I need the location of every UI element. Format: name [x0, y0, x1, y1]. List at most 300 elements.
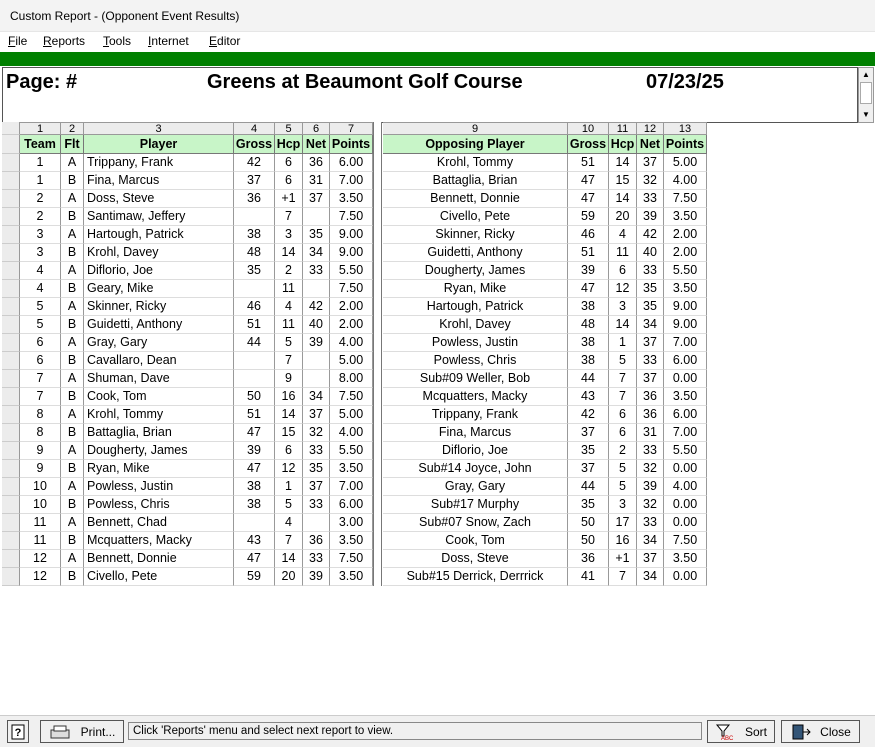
table-cell[interactable]: 8.00 [330, 370, 373, 388]
row-selector[interactable] [2, 442, 20, 460]
column-header[interactable]: Team [20, 135, 61, 154]
table-cell[interactable]: Bennett, Donnie [383, 190, 568, 208]
table-cell[interactable]: 39 [637, 208, 664, 226]
table-cell[interactable]: 47 [568, 172, 609, 190]
row-selector[interactable] [2, 298, 20, 316]
row-selector[interactable] [2, 550, 20, 568]
column-number[interactable]: 2 [61, 122, 84, 135]
table-cell[interactable]: 51 [234, 316, 275, 334]
table-cell[interactable]: B [61, 208, 84, 226]
table-cell[interactable]: Dougherty, James [383, 262, 568, 280]
table-cell[interactable]: 2 [20, 190, 61, 208]
table-cell[interactable]: 35 [637, 280, 664, 298]
table-cell[interactable]: A [61, 442, 84, 460]
table-cell[interactable]: 5 [609, 478, 637, 496]
table-cell[interactable]: Trippany, Frank [84, 154, 234, 172]
table-cell[interactable]: Trippany, Frank [383, 406, 568, 424]
table-cell[interactable]: 32 [637, 172, 664, 190]
table-cell[interactable]: A [61, 370, 84, 388]
column-number[interactable]: 4 [234, 122, 275, 135]
table-cell[interactable]: 37 [637, 550, 664, 568]
sort-button[interactable] [707, 720, 775, 743]
table-cell[interactable]: 37 [303, 406, 330, 424]
table-cell[interactable]: 6 [275, 442, 303, 460]
table-cell[interactable]: Powless, Chris [84, 496, 234, 514]
table-cell[interactable]: 36 [303, 532, 330, 550]
table-cell[interactable]: 7 [20, 388, 61, 406]
table-cell[interactable]: 9 [20, 460, 61, 478]
column-header[interactable]: Hcp [609, 135, 637, 154]
table-cell[interactable]: 3 [20, 226, 61, 244]
table-cell[interactable]: 31 [637, 424, 664, 442]
table-cell[interactable]: 4 [20, 262, 61, 280]
table-cell[interactable]: 35 [568, 442, 609, 460]
table-cell[interactable]: 12 [275, 460, 303, 478]
table-cell[interactable]: B [61, 352, 84, 370]
table-cell[interactable]: 7.00 [664, 424, 707, 442]
table-cell[interactable] [303, 514, 330, 532]
table-cell[interactable]: Civello, Pete [383, 208, 568, 226]
table-cell[interactable]: Krohl, Davey [84, 244, 234, 262]
table-cell[interactable]: A [61, 226, 84, 244]
table-cell[interactable]: 15 [275, 424, 303, 442]
table-cell[interactable]: 6.00 [330, 154, 373, 172]
row-selector[interactable] [2, 172, 20, 190]
table-cell[interactable]: 0.00 [664, 514, 707, 532]
table-cell[interactable]: 2 [609, 442, 637, 460]
table-cell[interactable]: 1 [20, 154, 61, 172]
table-cell[interactable]: 3 [275, 226, 303, 244]
table-cell[interactable]: Skinner, Ricky [84, 298, 234, 316]
table-cell[interactable]: 7.50 [664, 532, 707, 550]
table-cell[interactable]: 34 [303, 388, 330, 406]
table-cell[interactable]: Guidetti, Anthony [84, 316, 234, 334]
row-selector[interactable] [2, 226, 20, 244]
table-cell[interactable]: 3 [20, 244, 61, 262]
table-cell[interactable]: 47 [234, 424, 275, 442]
table-cell[interactable]: 59 [568, 208, 609, 226]
table-cell[interactable]: 44 [568, 478, 609, 496]
row-selector[interactable] [2, 316, 20, 334]
row-selector[interactable] [2, 424, 20, 442]
table-cell[interactable]: 5.50 [664, 262, 707, 280]
row-selector[interactable] [2, 568, 20, 586]
table-cell[interactable]: 9.00 [330, 226, 373, 244]
table-cell[interactable]: Gray, Gary [84, 334, 234, 352]
table-cell[interactable]: 37 [637, 370, 664, 388]
table-cell[interactable]: 0.00 [664, 568, 707, 586]
table-cell[interactable]: 42 [234, 154, 275, 172]
table-cell[interactable]: Krohl, Tommy [84, 406, 234, 424]
table-cell[interactable]: Ryan, Mike [84, 460, 234, 478]
table-cell[interactable]: 9 [20, 442, 61, 460]
table-cell[interactable]: 14 [609, 154, 637, 172]
column-header[interactable]: Net [637, 135, 664, 154]
table-cell[interactable]: 5 [275, 334, 303, 352]
table-cell[interactable]: Battaglia, Brian [84, 424, 234, 442]
table-cell[interactable]: 36 [637, 388, 664, 406]
table-cell[interactable]: A [61, 298, 84, 316]
table-cell[interactable]: 39 [234, 442, 275, 460]
table-cell[interactable]: 34 [637, 568, 664, 586]
table-cell[interactable]: 3.50 [330, 190, 373, 208]
table-cell[interactable]: 12 [609, 280, 637, 298]
table-cell[interactable]: +1 [609, 550, 637, 568]
table-cell[interactable]: 4 [609, 226, 637, 244]
table-cell[interactable]: 7 [275, 208, 303, 226]
table-cell[interactable]: 37 [303, 478, 330, 496]
print-button[interactable] [40, 720, 124, 743]
table-cell[interactable]: Skinner, Ricky [383, 226, 568, 244]
table-cell[interactable]: 35 [568, 496, 609, 514]
row-selector[interactable] [2, 244, 20, 262]
table-cell[interactable]: 7.00 [330, 172, 373, 190]
column-header[interactable]: Gross [234, 135, 275, 154]
table-cell[interactable]: 0.00 [664, 496, 707, 514]
table-cell[interactable]: Powless, Chris [383, 352, 568, 370]
table-cell[interactable]: 5.50 [330, 442, 373, 460]
table-cell[interactable]: 14 [275, 550, 303, 568]
table-cell[interactable]: 38 [234, 478, 275, 496]
table-cell[interactable]: 6 [20, 334, 61, 352]
table-cell[interactable]: 36 [637, 406, 664, 424]
table-cell[interactable] [234, 514, 275, 532]
table-cell[interactable]: 10 [20, 496, 61, 514]
table-cell[interactable]: 6 [609, 424, 637, 442]
table-cell[interactable]: 12 [20, 550, 61, 568]
table-cell[interactable]: 8 [20, 424, 61, 442]
table-cell[interactable]: 37 [234, 172, 275, 190]
table-cell[interactable]: 11 [275, 280, 303, 298]
table-cell[interactable]: 6 [20, 352, 61, 370]
table-cell[interactable]: B [61, 496, 84, 514]
table-cell[interactable]: 7 [275, 352, 303, 370]
table-cell[interactable]: A [61, 550, 84, 568]
table-cell[interactable]: 6 [609, 262, 637, 280]
column-number[interactable]: 10 [568, 122, 609, 135]
row-selector[interactable] [2, 262, 20, 280]
table-cell[interactable]: 7 [609, 370, 637, 388]
table-cell[interactable]: Cavallaro, Dean [84, 352, 234, 370]
table-cell[interactable]: 2.00 [664, 226, 707, 244]
table-cell[interactable]: Battaglia, Brian [383, 172, 568, 190]
table-cell[interactable]: 4.00 [330, 334, 373, 352]
table-cell[interactable]: Mcquatters, Macky [84, 532, 234, 550]
table-cell[interactable]: Sub#07 Snow, Zach [383, 514, 568, 532]
row-selector[interactable] [2, 154, 20, 172]
column-header[interactable]: Hcp [275, 135, 303, 154]
table-cell[interactable]: 3.50 [330, 460, 373, 478]
table-cell[interactable]: Sub#14 Joyce, John [383, 460, 568, 478]
table-cell[interactable]: 39 [568, 262, 609, 280]
table-cell[interactable]: 33 [637, 262, 664, 280]
table-cell[interactable]: Sub#09 Weller, Bob [383, 370, 568, 388]
row-selector[interactable] [2, 406, 20, 424]
table-cell[interactable]: 33 [303, 262, 330, 280]
table-cell[interactable]: 51 [234, 406, 275, 424]
table-cell[interactable]: 38 [568, 334, 609, 352]
table-cell[interactable]: Doss, Steve [84, 190, 234, 208]
table-cell[interactable]: Powless, Justin [84, 478, 234, 496]
table-cell[interactable]: 32 [303, 424, 330, 442]
table-cell[interactable]: Dougherty, James [84, 442, 234, 460]
table-cell[interactable]: 33 [637, 190, 664, 208]
row-selector[interactable] [2, 478, 20, 496]
table-cell[interactable]: 9.00 [664, 298, 707, 316]
table-cell[interactable]: 7.50 [330, 388, 373, 406]
column-header[interactable]: Points [330, 135, 373, 154]
table-cell[interactable]: 1 [609, 334, 637, 352]
table-cell[interactable] [303, 280, 330, 298]
row-selector[interactable] [2, 208, 20, 226]
table-cell[interactable]: 36 [234, 190, 275, 208]
table-cell[interactable]: Diflorio, Joe [383, 442, 568, 460]
column-number[interactable]: 9 [383, 122, 568, 135]
row-selector[interactable] [2, 532, 20, 550]
table-cell[interactable]: A [61, 154, 84, 172]
table-cell[interactable]: A [61, 262, 84, 280]
table-cell[interactable]: 33 [303, 442, 330, 460]
table-cell[interactable]: Hartough, Patrick [84, 226, 234, 244]
table-cell[interactable]: 5 [609, 352, 637, 370]
column-header[interactable]: Net [303, 135, 330, 154]
table-cell[interactable]: 6.00 [330, 496, 373, 514]
table-cell[interactable]: 39 [303, 568, 330, 586]
table-cell[interactable]: Cook, Tom [383, 532, 568, 550]
table-cell[interactable]: 42 [637, 226, 664, 244]
table-cell[interactable]: A [61, 514, 84, 532]
table-cell[interactable]: B [61, 172, 84, 190]
scroll-up-icon[interactable]: ▲ [862, 70, 870, 79]
column-header[interactable]: Flt [61, 135, 84, 154]
table-cell[interactable] [303, 370, 330, 388]
table-cell[interactable]: Gray, Gary [383, 478, 568, 496]
table-cell[interactable]: 3.50 [330, 532, 373, 550]
table-cell[interactable]: 46 [568, 226, 609, 244]
table-cell[interactable]: 2.00 [330, 298, 373, 316]
table-cell[interactable] [234, 280, 275, 298]
table-cell[interactable]: 4 [275, 514, 303, 532]
menu-item[interactable] [103, 34, 131, 48]
table-cell[interactable]: 4 [20, 280, 61, 298]
table-cell[interactable]: 9.00 [330, 244, 373, 262]
row-selector[interactable] [2, 388, 20, 406]
table-cell[interactable]: 5.00 [330, 352, 373, 370]
table-cell[interactable]: 3.50 [664, 208, 707, 226]
table-cell[interactable]: B [61, 388, 84, 406]
table-cell[interactable]: +1 [275, 190, 303, 208]
row-selector[interactable] [2, 460, 20, 478]
table-cell[interactable]: 3 [609, 496, 637, 514]
table-cell[interactable]: 5 [275, 496, 303, 514]
table-cell[interactable]: 4.00 [664, 478, 707, 496]
row-selector[interactable] [2, 280, 20, 298]
table-cell[interactable]: B [61, 532, 84, 550]
table-cell[interactable]: 47 [234, 460, 275, 478]
table-cell[interactable]: Santimaw, Jeffery [84, 208, 234, 226]
table-cell[interactable]: 47 [568, 280, 609, 298]
row-selector[interactable] [2, 496, 20, 514]
table-cell[interactable]: Hartough, Patrick [383, 298, 568, 316]
table-cell[interactable]: B [61, 316, 84, 334]
column-header[interactable]: Player [84, 135, 234, 154]
table-cell[interactable]: 33 [637, 514, 664, 532]
table-cell[interactable]: A [61, 478, 84, 496]
table-cell[interactable]: 41 [568, 568, 609, 586]
close-button[interactable] [781, 720, 860, 743]
table-cell[interactable]: 8 [20, 406, 61, 424]
table-cell[interactable]: 40 [637, 244, 664, 262]
table-cell[interactable]: 36 [303, 154, 330, 172]
table-cell[interactable]: 39 [637, 478, 664, 496]
table-cell[interactable]: 37 [568, 424, 609, 442]
table-cell[interactable] [234, 370, 275, 388]
table-cell[interactable]: 32 [637, 460, 664, 478]
table-cell[interactable]: 7.50 [664, 190, 707, 208]
table-cell[interactable]: 37 [637, 334, 664, 352]
table-cell[interactable]: 11 [20, 514, 61, 532]
table-cell[interactable]: 48 [568, 316, 609, 334]
table-cell[interactable]: A [61, 406, 84, 424]
table-cell[interactable]: B [61, 460, 84, 478]
table-cell[interactable]: 4.00 [664, 172, 707, 190]
column-number[interactable]: 11 [609, 122, 637, 135]
table-cell[interactable]: 51 [568, 154, 609, 172]
table-cell[interactable] [303, 208, 330, 226]
table-cell[interactable]: 2.00 [330, 316, 373, 334]
table-cell[interactable]: A [61, 190, 84, 208]
table-cell[interactable]: 1 [20, 172, 61, 190]
table-cell[interactable]: 33 [637, 352, 664, 370]
table-cell[interactable]: 3.50 [664, 550, 707, 568]
row-selector[interactable] [2, 190, 20, 208]
table-cell[interactable]: 5 [20, 316, 61, 334]
column-header[interactable]: Points [664, 135, 707, 154]
table-cell[interactable]: 12 [20, 568, 61, 586]
table-cell[interactable]: 6 [609, 406, 637, 424]
scroll-down-icon[interactable]: ▼ [862, 110, 870, 119]
table-cell[interactable]: 10 [20, 478, 61, 496]
table-cell[interactable]: 5.50 [664, 442, 707, 460]
table-cell[interactable]: 6 [275, 154, 303, 172]
table-cell[interactable]: Powless, Justin [383, 334, 568, 352]
table-cell[interactable]: 33 [303, 496, 330, 514]
table-cell[interactable]: 34 [637, 532, 664, 550]
table-cell[interactable]: 42 [568, 406, 609, 424]
table-cell[interactable]: Sub#15 Derrick, Derrrick [383, 568, 568, 586]
table-cell[interactable]: 6.00 [664, 406, 707, 424]
table-cell[interactable]: 59 [234, 568, 275, 586]
table-cell[interactable]: 0.00 [664, 370, 707, 388]
table-cell[interactable]: 7 [20, 370, 61, 388]
table-cell[interactable]: 3.00 [330, 514, 373, 532]
column-number[interactable]: 3 [84, 122, 234, 135]
table-cell[interactable]: 5 [609, 460, 637, 478]
table-cell[interactable]: 4 [275, 298, 303, 316]
table-cell[interactable]: 35 [303, 226, 330, 244]
table-cell[interactable]: 34 [303, 244, 330, 262]
help-button[interactable] [7, 720, 29, 743]
table-cell[interactable]: 38 [234, 226, 275, 244]
table-cell[interactable]: 3.50 [664, 280, 707, 298]
column-header[interactable]: Opposing Player [383, 135, 568, 154]
table-cell[interactable]: 3.50 [330, 568, 373, 586]
column-number[interactable]: 12 [637, 122, 664, 135]
table-cell[interactable]: 42 [303, 298, 330, 316]
table-cell[interactable]: 7.00 [664, 334, 707, 352]
table-cell[interactable]: 11 [609, 244, 637, 262]
table-cell[interactable]: 44 [234, 334, 275, 352]
table-cell[interactable]: 37 [303, 190, 330, 208]
table-cell[interactable]: 47 [568, 190, 609, 208]
table-cell[interactable]: 3 [609, 298, 637, 316]
table-cell[interactable]: 0.00 [664, 460, 707, 478]
table-cell[interactable]: 20 [275, 568, 303, 586]
table-cell[interactable]: 34 [637, 316, 664, 334]
table-cell[interactable]: 31 [303, 172, 330, 190]
table-cell[interactable]: 7.00 [330, 478, 373, 496]
table-cell[interactable]: 38 [234, 496, 275, 514]
table-cell[interactable]: 7.50 [330, 280, 373, 298]
table-cell[interactable]: 50 [234, 388, 275, 406]
table-cell[interactable]: 5.50 [330, 262, 373, 280]
table-cell[interactable]: 43 [234, 532, 275, 550]
table-cell[interactable]: Diflorio, Joe [84, 262, 234, 280]
table-cell[interactable]: 2 [275, 262, 303, 280]
table-cell[interactable]: Doss, Steve [383, 550, 568, 568]
table-cell[interactable]: 38 [568, 352, 609, 370]
table-cell[interactable]: Mcquatters, Macky [383, 388, 568, 406]
table-cell[interactable]: 39 [303, 334, 330, 352]
table-cell[interactable]: 43 [568, 388, 609, 406]
table-cell[interactable]: 2 [20, 208, 61, 226]
table-cell[interactable]: 11 [20, 532, 61, 550]
table-cell[interactable]: Krohl, Davey [383, 316, 568, 334]
table-cell[interactable]: Civello, Pete [84, 568, 234, 586]
column-number[interactable]: 7 [330, 122, 373, 135]
scroll-thumb[interactable] [860, 82, 872, 104]
table-cell[interactable]: Ryan, Mike [383, 280, 568, 298]
table-cell[interactable]: Guidetti, Anthony [383, 244, 568, 262]
table-cell[interactable]: Fina, Marcus [383, 424, 568, 442]
row-selector[interactable] [2, 334, 20, 352]
table-cell[interactable]: 5 [20, 298, 61, 316]
table-cell[interactable]: 7.50 [330, 550, 373, 568]
table-cell[interactable]: Geary, Mike [84, 280, 234, 298]
table-cell[interactable]: 7 [609, 388, 637, 406]
table-cell[interactable]: 5.00 [664, 154, 707, 172]
table-cell[interactable]: 35 [637, 298, 664, 316]
table-cell[interactable] [303, 352, 330, 370]
table-cell[interactable]: 44 [568, 370, 609, 388]
table-cell[interactable]: Cook, Tom [84, 388, 234, 406]
table-cell[interactable]: 35 [303, 460, 330, 478]
header-scrollbar[interactable] [858, 67, 874, 123]
table-cell[interactable]: 9.00 [664, 316, 707, 334]
table-cell[interactable]: 3.50 [664, 388, 707, 406]
table-cell[interactable]: 16 [609, 532, 637, 550]
menu-item[interactable] [8, 34, 27, 48]
table-cell[interactable]: 2.00 [664, 244, 707, 262]
table-cell[interactable]: 7 [609, 568, 637, 586]
column-number[interactable]: 6 [303, 122, 330, 135]
table-cell[interactable]: B [61, 424, 84, 442]
table-cell[interactable]: 17 [609, 514, 637, 532]
table-cell[interactable]: B [61, 244, 84, 262]
column-number[interactable]: 5 [275, 122, 303, 135]
table-cell[interactable]: 14 [275, 244, 303, 262]
table-cell[interactable]: 7 [275, 532, 303, 550]
